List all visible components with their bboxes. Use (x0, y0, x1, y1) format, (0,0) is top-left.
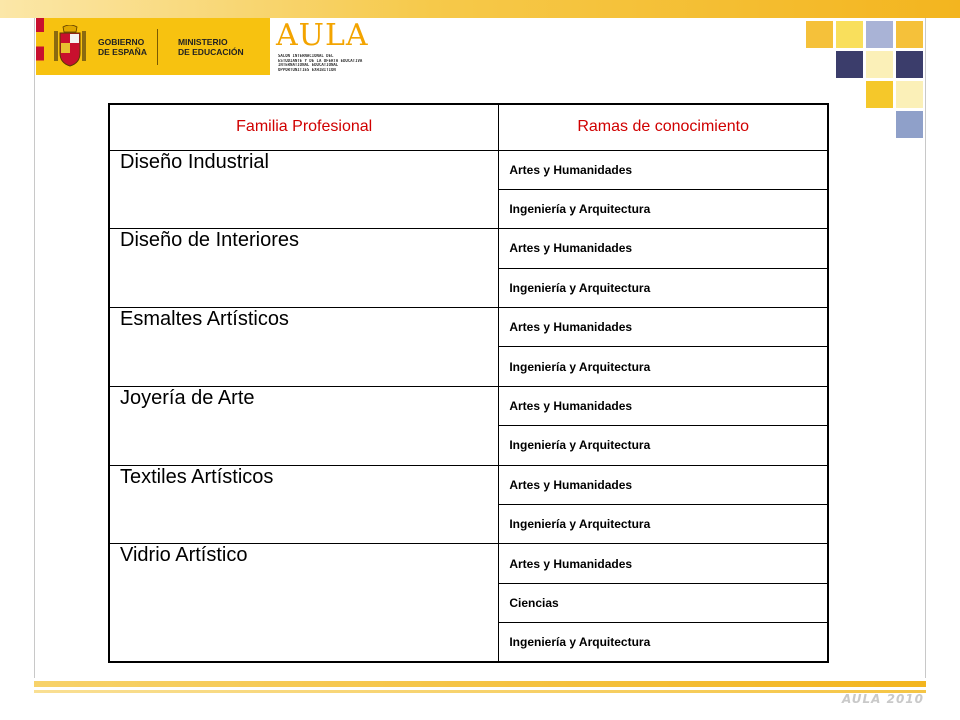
bottom-band (34, 681, 926, 687)
table-header-row (109, 104, 828, 150)
familia-cell: Textiles Artísticos (109, 465, 499, 544)
rama-cell: Ingeniería y Arquitectura (499, 505, 828, 544)
familia-cell: Diseño Industrial (109, 150, 499, 229)
rama-cell: Ingeniería y Arquitectura (499, 189, 828, 228)
familia-cell: Joyería de Arte (109, 386, 499, 465)
rama-cell: Ingeniería y Arquitectura (499, 268, 828, 307)
aula-logo-subtitle: SALÓN INTERNACIONAL DEL ESTUDIANTE Y DE LA OFERTA EDUCATIVA INTERNATIONAL EDUCATIONAL OPPORTUNITIES EXHIBITION (278, 54, 363, 72)
square-blue (866, 21, 893, 48)
square-blue (896, 111, 923, 138)
table-row (109, 465, 828, 504)
aula-logo-word: AULA (276, 18, 369, 53)
footer-brand: AULA 2010 (841, 692, 924, 706)
top-gradient-band (0, 0, 960, 18)
familia-cell: Esmaltes Artísticos (109, 308, 499, 387)
table-row (109, 150, 828, 189)
square-yellow (896, 21, 923, 48)
coat-of-arms-icon (52, 25, 88, 69)
familia-cell: Diseño de Interiores (109, 229, 499, 308)
gobierno-text: GOBIERNO DE ESPAÑA (98, 36, 147, 57)
ministerio-text: MINISTERIO DE EDUCACIÓN (177, 36, 244, 57)
familias-table (108, 103, 829, 663)
table-row (109, 544, 828, 583)
rama-cell: Artes y Humanidades (499, 150, 828, 189)
logo-divider (157, 29, 158, 65)
rama-cell: Ingeniería y Arquitectura (499, 623, 828, 662)
square-yellow (836, 21, 863, 48)
column-header-familia: Familia Profesional (109, 104, 499, 150)
rama-cell: Artes y Humanidades (499, 308, 828, 347)
table-row (109, 386, 828, 425)
rama-cell: Artes y Humanidades (499, 544, 828, 583)
spain-flag-strip (36, 18, 44, 75)
rama-cell: Ciencias (499, 583, 828, 622)
rama-cell: Ingeniería y Arquitectura (499, 347, 828, 386)
square-cream (866, 51, 893, 78)
familia-cell: Vidrio Artístico (109, 544, 499, 662)
rama-cell: Ingeniería y Arquitectura (499, 426, 828, 465)
rama-cell: Artes y Humanidades (499, 229, 828, 268)
rama-cell: Artes y Humanidades (499, 465, 828, 504)
square-navy (896, 51, 923, 78)
square-yellow (806, 21, 833, 48)
column-header-ramas: Ramas de conocimiento (499, 104, 828, 150)
gobierno-logo (36, 18, 270, 75)
square-yellow (866, 81, 893, 108)
aula-logo (274, 18, 380, 75)
square-navy (836, 51, 863, 78)
table-row (109, 229, 828, 268)
table-row (109, 308, 828, 347)
rama-cell: Artes y Humanidades (499, 386, 828, 425)
bottom-band-thin (34, 690, 926, 693)
square-cream (896, 81, 923, 108)
